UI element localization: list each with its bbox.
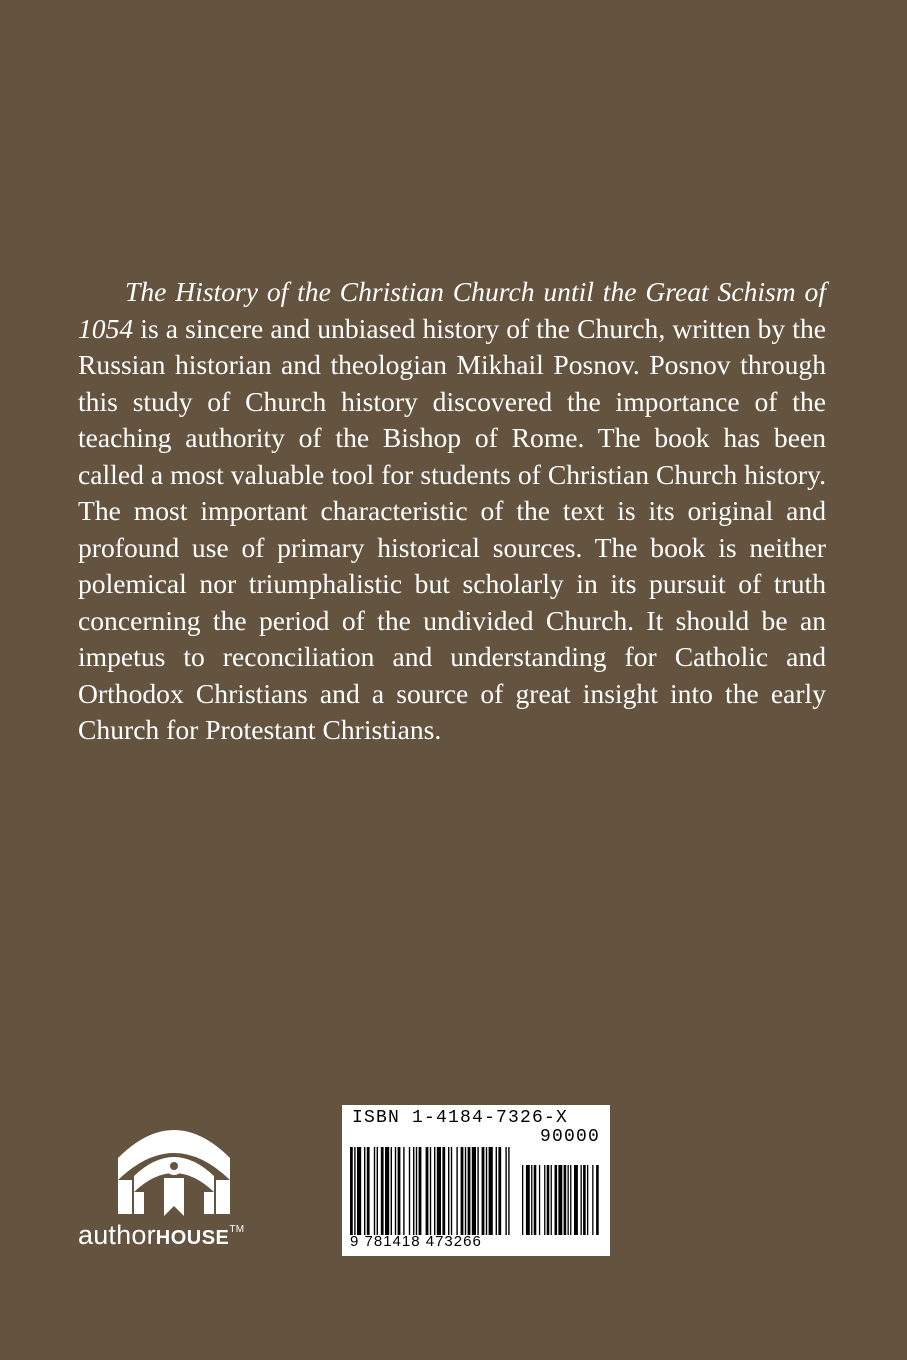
barcode-bars [350, 1147, 602, 1235]
barcode-bar [442, 1147, 445, 1235]
barcode-bar [430, 1147, 431, 1235]
isbn-barcode-panel [342, 1105, 610, 1256]
barcode-bar [482, 1147, 485, 1235]
barcode-bar [398, 1147, 401, 1235]
barcode-bar [416, 1147, 417, 1235]
barcode-addon-bar [544, 1165, 545, 1235]
barcode-addon-bar [558, 1165, 562, 1235]
barcode-addon-bar [583, 1165, 586, 1235]
barcode-bar [426, 1147, 429, 1235]
barcode-bar [403, 1147, 404, 1235]
barcode-bar [367, 1147, 370, 1235]
barcode-bar [456, 1147, 457, 1235]
barcode-addon-bar [581, 1165, 582, 1235]
barcode-addon-bar [587, 1165, 588, 1235]
barcode-addon-bar [574, 1165, 578, 1235]
barcode-bar [465, 1147, 466, 1235]
publisher-logo [78, 1108, 278, 1258]
barcode-addon-bar [526, 1165, 530, 1235]
barcode-bar [413, 1147, 414, 1235]
barcode-addon-bar [555, 1165, 558, 1235]
barcode-bar [357, 1147, 361, 1235]
blurb-paragraph [78, 274, 826, 749]
barcode-bar [461, 1147, 464, 1235]
barcode-bar [477, 1147, 478, 1235]
barcode-bar [374, 1147, 375, 1235]
barcode-bar [489, 1147, 493, 1235]
barcode-addon-bar [592, 1165, 593, 1235]
barcode-bar [354, 1147, 355, 1235]
barcode-bar [486, 1147, 487, 1235]
barcode-addon-bar [531, 1165, 532, 1235]
barcode-addon-bar [551, 1165, 552, 1235]
barcode-addon-bar [596, 1165, 599, 1235]
barcode-addon-bar [564, 1165, 567, 1235]
barcode-bar [472, 1147, 476, 1235]
barcode-bar [381, 1147, 384, 1235]
barcode-bar [437, 1147, 441, 1235]
blurb-text: is a sincere and unbiased history of the Church, written by the Russian historian and theologian Mikhail Posnov. Posnov through this study of Church history discovered the importance of the teaching authority of the Bishop of Rome. The book has been called a most valuable tool for students of Christian Church history. The most important characteristic of the text is its original and profound use of primary historical sources. The book is neither polemical nor triumphalistic but scholarly in its pursuit of truth concerning the period of the undivided Church. It should be an impetus to reconciliation and understanding for Catholic and Orthodox Christians and a source of great insight into the early Church for Protestant Christians. [78, 312, 826, 745]
barcode-bar [395, 1147, 396, 1235]
barcode-bar [350, 1147, 353, 1235]
barcode-addon-bar [522, 1165, 523, 1235]
barcode-bar [364, 1147, 365, 1235]
ean-number: 9 781418 473266 [350, 1233, 482, 1250]
isbn-number: ISBN 1-4184-7326-X [352, 1108, 569, 1128]
barcode-bar [505, 1147, 506, 1235]
barcode-bar [385, 1147, 389, 1235]
barcode-addon-bar [539, 1165, 540, 1235]
barcode-bar [409, 1147, 410, 1235]
publisher-name-lower: author [78, 1220, 156, 1250]
trademark-symbol: TM [229, 1224, 245, 1235]
barcode-bar [451, 1147, 452, 1235]
barcode-bar [498, 1147, 501, 1235]
authorhouse-book-arches-icon [114, 1108, 234, 1218]
barcode-addon-bar [568, 1165, 569, 1235]
barcode-bar [468, 1147, 471, 1235]
barcode-bar [496, 1147, 497, 1235]
barcode-bar [448, 1147, 449, 1235]
barcode-bar [377, 1147, 378, 1235]
publisher-name-upper: HOUSE [155, 1227, 230, 1249]
book-title-italic: The History of the Christian Church until the Great Schism of 1054 [78, 276, 826, 344]
barcode-addon-bar [534, 1165, 537, 1235]
barcode-bar [434, 1147, 435, 1235]
publisher-wordmark [78, 1220, 278, 1251]
barcode-addon-bar [547, 1165, 550, 1235]
barcode-addon-bar [570, 1165, 571, 1235]
barcode-bar [419, 1147, 422, 1235]
price-code: 90000 [539, 1127, 600, 1147]
barcode-bar [508, 1147, 509, 1235]
barcode-bar [391, 1147, 392, 1235]
